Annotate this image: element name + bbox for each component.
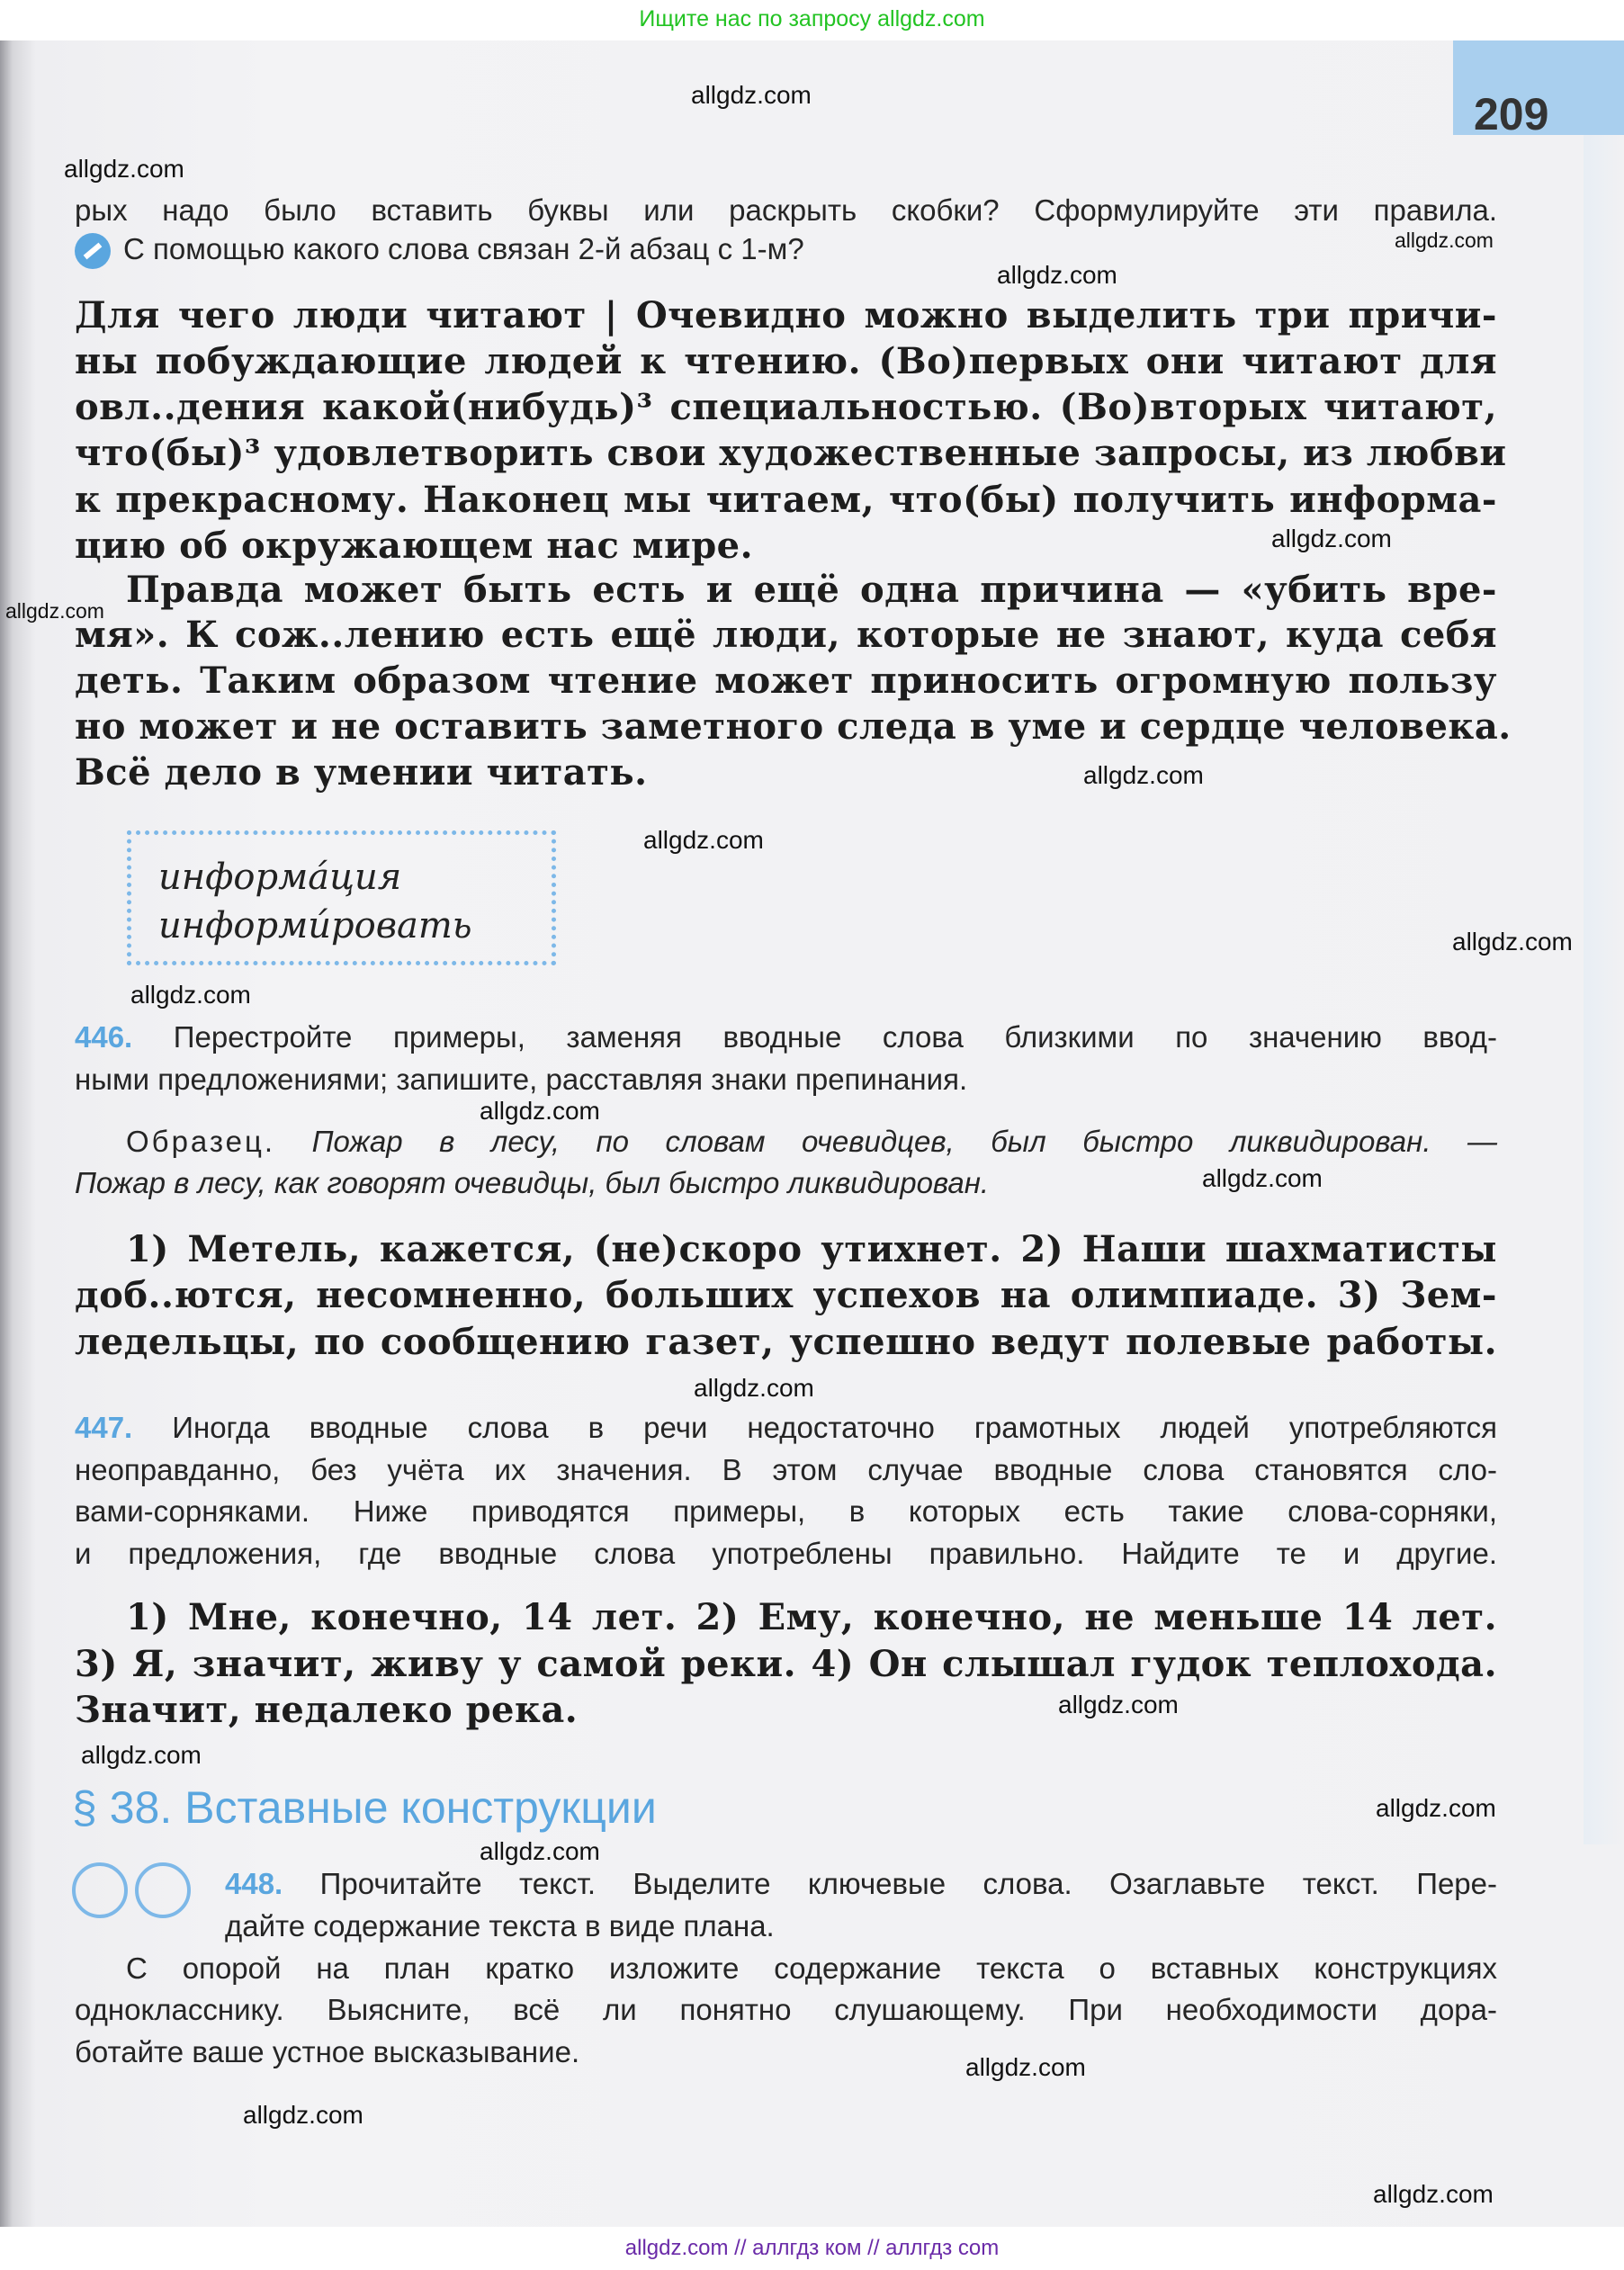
- watermark: allgdz.com: [643, 826, 764, 854]
- question-line: [75, 232, 1497, 269]
- exercise-448-line: дайте содержание текста в виде плана.: [225, 1909, 775, 1943]
- footer-links[interactable]: allgdz.com // аллгдз ком // аллгдз com: [0, 2227, 1624, 2266]
- exercise-number: 446.: [75, 1020, 133, 1054]
- exercise-447-line: [75, 1411, 1497, 1445]
- text-line: мя». К сож..лению есть ещё люди, которые не знают, куда себя: [75, 614, 1497, 656]
- text-line: деть. Таким образом чтение может приносить огромную пользу: [75, 659, 1497, 702]
- exercise-text-line: доб..ются, несомненно, больших успехов на олимпиаде. 3) Зем-: [75, 1274, 1497, 1316]
- exercise-447-line: неоправданно, без учёта их значения. В этом случае вводные слова становятся сло-: [75, 1453, 1497, 1486]
- page-edge: [1584, 135, 1624, 1844]
- sample-label: Образец.: [126, 1125, 276, 1158]
- exercise-text-line: Значит, недалеко река.: [75, 1689, 579, 1731]
- intro-line: рых надо было вставить буквы или раскрыть скобки? Сформулируйте эти правила.: [75, 193, 1497, 227]
- watermark: allgdz.com: [965, 2053, 1086, 2081]
- watermark: allgdz.com: [64, 155, 184, 183]
- smiley-icon: [135, 1862, 191, 1918]
- watermark: allgdz.com: [1452, 928, 1573, 956]
- text-line: овл..дения какой(нибудь)³ специальностью. (Во)вторых читают,: [75, 386, 1497, 428]
- watermark: allgdz.com: [691, 81, 812, 109]
- watermark: allgdz.com: [1083, 761, 1204, 789]
- exercise-text: Прочитайте текст. Выделите ключевые слова. Озаглавьте текст. Пере-: [319, 1867, 1497, 1900]
- watermark: allgdz.com: [1058, 1691, 1179, 1718]
- watermark: allgdz.com: [480, 1837, 600, 1865]
- watermark: allgdz.com: [81, 1741, 202, 1769]
- exercise-448-line: С опорой на план кратко изложите содержание текста о вставных конструкциях: [126, 1951, 1497, 1985]
- section-heading: § 38. Вставные конструкции: [72, 1782, 657, 1833]
- watermark: allgdz.com: [1395, 229, 1494, 252]
- exercise-number: 448.: [225, 1867, 283, 1900]
- exercise-text-line: ледельцы, по сообщению газет, успешно ведут полевые работы.: [75, 1321, 1497, 1363]
- watermark: allgdz.com: [243, 2101, 363, 2129]
- watermark: allgdz.com: [997, 261, 1117, 289]
- vocab-word: информи́ровать: [158, 905, 472, 947]
- text-line: Для чего люди читают | Очевидно можно выделить три причи-: [75, 294, 1497, 336]
- watermark: allgdz.com: [1376, 1794, 1496, 1822]
- text-line: но может и не оставить заметного следа в уме и сердце человека.: [75, 705, 1512, 748]
- exercise-447-line: и предложения, где вводные слова употреблены правильно. Найдите те и другие.: [75, 1537, 1497, 1570]
- exercise-448-line: ботайте ваше устное высказывание.: [75, 2035, 580, 2068]
- exercise-text-line: 3) Я, значит, живу у самой реки. 4) Он слышал гудок теплохода.: [75, 1643, 1497, 1685]
- exercise-text: Иногда вводные слова в речи недостаточно грамотных людей употребляются: [172, 1411, 1497, 1444]
- watermark: allgdz.com: [1202, 1164, 1323, 1192]
- exercise-text-line: 1) Мне, конечно, 14 лет. 2) Ему, конечно, не меньше 14 лет.: [126, 1596, 1497, 1638]
- watermark: allgdz.com: [130, 981, 251, 1009]
- top-banner[interactable]: Ищите нас по запросу allgdz.com: [0, 0, 1624, 40]
- text-line: что(бы)³ удовлетворить свои художественные запросы, из любви: [75, 432, 1507, 474]
- pencil-icon: [75, 233, 111, 269]
- page-number: 209: [1474, 89, 1549, 139]
- text-line: Всё дело в умении читать.: [75, 751, 648, 794]
- text-line: цию об окружающем нас мире.: [75, 525, 754, 567]
- exercise-number: 447.: [75, 1411, 133, 1444]
- exercise-text: Перестройте примеры, заменяя вводные слова близкими по значению ввод-: [173, 1020, 1497, 1054]
- exercise-448-line: однокласснику. Выясните, всё ли понятно слушающему. При необходимости дора-: [75, 1993, 1497, 2026]
- exercise-text-line: 1) Метель, кажется, (не)скоро утихнет. 2) Наши шахматисты: [126, 1228, 1497, 1270]
- watermark: allgdz.com: [5, 599, 104, 623]
- vocab-word: информáция: [158, 857, 402, 898]
- text-line: ны побуждающие людей к чтению. (Во)первых они читают для: [75, 340, 1497, 382]
- exercise-446-line: ными предложениями; запишите, расставляя знаки препинания.: [75, 1063, 968, 1096]
- sample-line: Пожар в лесу, как говорят очевидцы, был быстро ликвидирован.: [75, 1166, 990, 1199]
- watermark: allgdz.com: [480, 1097, 600, 1125]
- vocabulary-box: [127, 830, 556, 965]
- sample-line: [126, 1125, 1497, 1159]
- smiley-icon: [72, 1862, 128, 1918]
- watermark: allgdz.com: [1271, 525, 1392, 552]
- text-line: к прекрасному. Наконец мы читаем, что(бы) получить информа-: [75, 479, 1497, 521]
- question-text: С помощью какого слова связан 2-й абзац с 1-м?: [123, 232, 804, 265]
- sample-text: Пожар в лесу, по словам очевидцев, был быстро ликвидирован. —: [311, 1125, 1497, 1158]
- watermark: allgdz.com: [694, 1374, 814, 1402]
- exercise-448-line: [225, 1867, 1497, 1901]
- watermark: allgdz.com: [1373, 2180, 1494, 2208]
- exercise-446-line: [75, 1020, 1497, 1054]
- exercise-447-line: вами-сорняками. Ниже приводятся примеры, в которых есть такие слова-сорняки,: [75, 1494, 1497, 1528]
- text-line: Правда может быть есть и ещё одна причина — «убить вре-: [126, 569, 1497, 611]
